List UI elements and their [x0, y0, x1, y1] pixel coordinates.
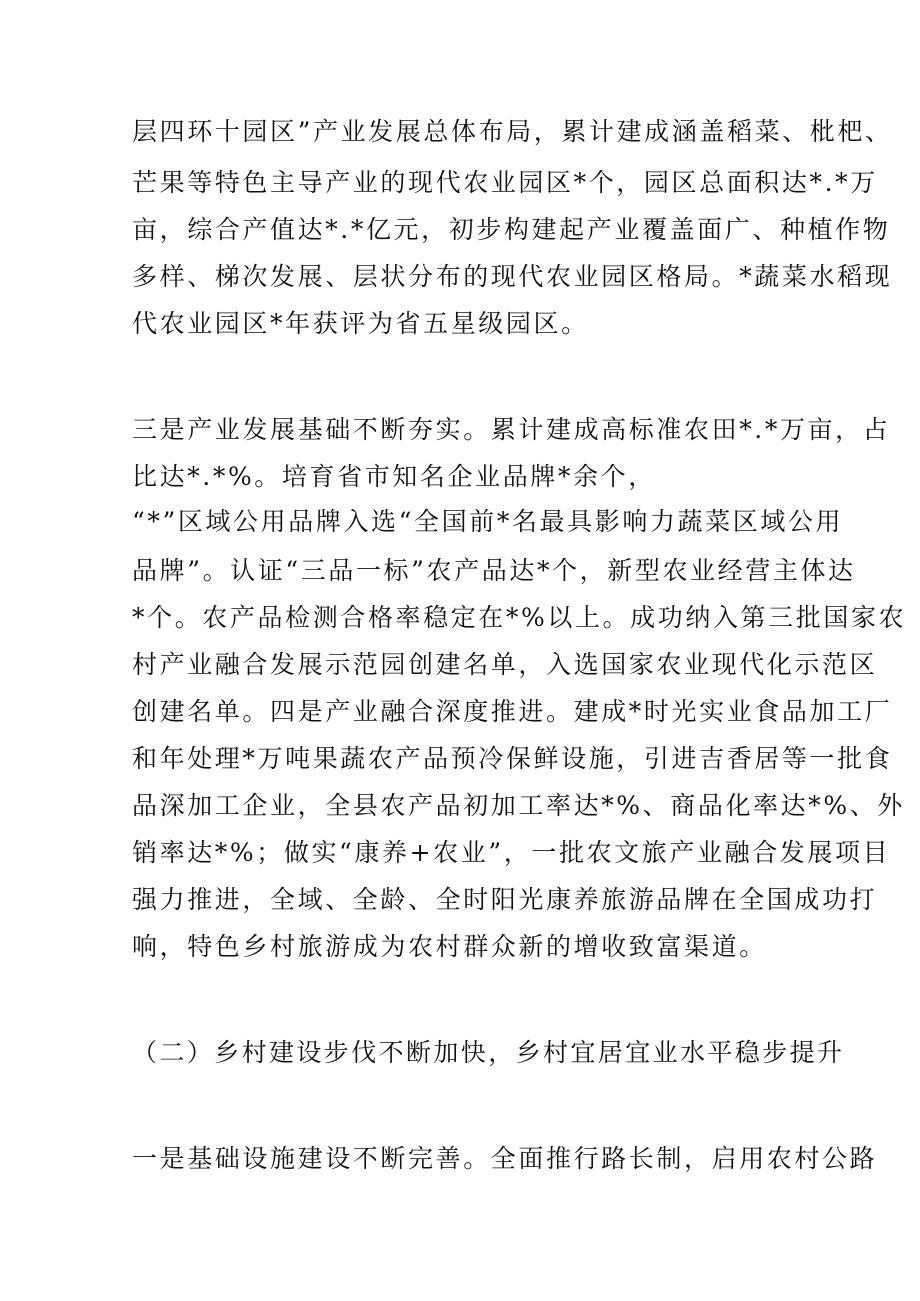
text-line: 响，特色乡村旅游成为农村群众新的增收致富渠道。	[132, 932, 767, 961]
text-line: 销率达*%；做实“康养+农业”，一批农文旅产业融合发展项目	[132, 838, 891, 867]
text-line: 创建名单。四是产业融合深度推进。建成*时光实业食品加工厂	[132, 697, 893, 726]
text-line: 亩，综合产值达*.*亿元，初步构建起产业覆盖面广、种植作物	[132, 215, 891, 244]
text-line: 村产业融合发展示范园创建名单，入选国家农业现代化示范区	[132, 650, 878, 679]
section-heading: （二）乡村建设步伐不断加快，乡村宜居宜业水平稳步提升	[132, 1038, 845, 1067]
text-line: 芒果等特色主导产业的现代农业园区*个，园区总面积达*.*万	[132, 168, 878, 197]
text-line: 三是产业发展基础不断夯实。累计建成高标准农田*.*万亩，占	[132, 415, 891, 444]
text-line: 代农业园区*年获评为省五星级园区。	[132, 309, 589, 338]
text-line: *个。农产品检测合格率稳定在*%以上。成功纳入第三批国家农	[132, 603, 907, 632]
text-line: 比达*.*%。培育省市知名企业品牌*余个，	[132, 462, 656, 491]
text-line: 一是基础设施建设不断完善。全面推行路长制，启用农村公路	[132, 1144, 878, 1173]
text-line: 品牌”。认证“三品一标”农产品达*个，新型农业经营主体达	[132, 556, 856, 585]
text-line: 品深加工企业，全县农产品初加工率达*%、商品化率达*%、外	[132, 791, 905, 820]
text-line: “*”区域公用品牌入选“全国前*名最具影响力蔬菜区域公用	[132, 507, 844, 536]
text-line: 多样、梯次发展、层状分布的现代农业园区格局。*蔬菜水稻现	[132, 262, 893, 291]
text-line: 和年处理*万吨果蔬农产品预冷保鲜设施，引进吉香居等一批食	[132, 744, 893, 773]
text-line: 强力推进，全域、全龄、全时阳光康养旅游品牌在全国成功打	[132, 885, 878, 914]
text-line: 层四环十园区”产业发展总体布局，累计建成涵盖稻菜、枇杷、	[132, 117, 893, 146]
